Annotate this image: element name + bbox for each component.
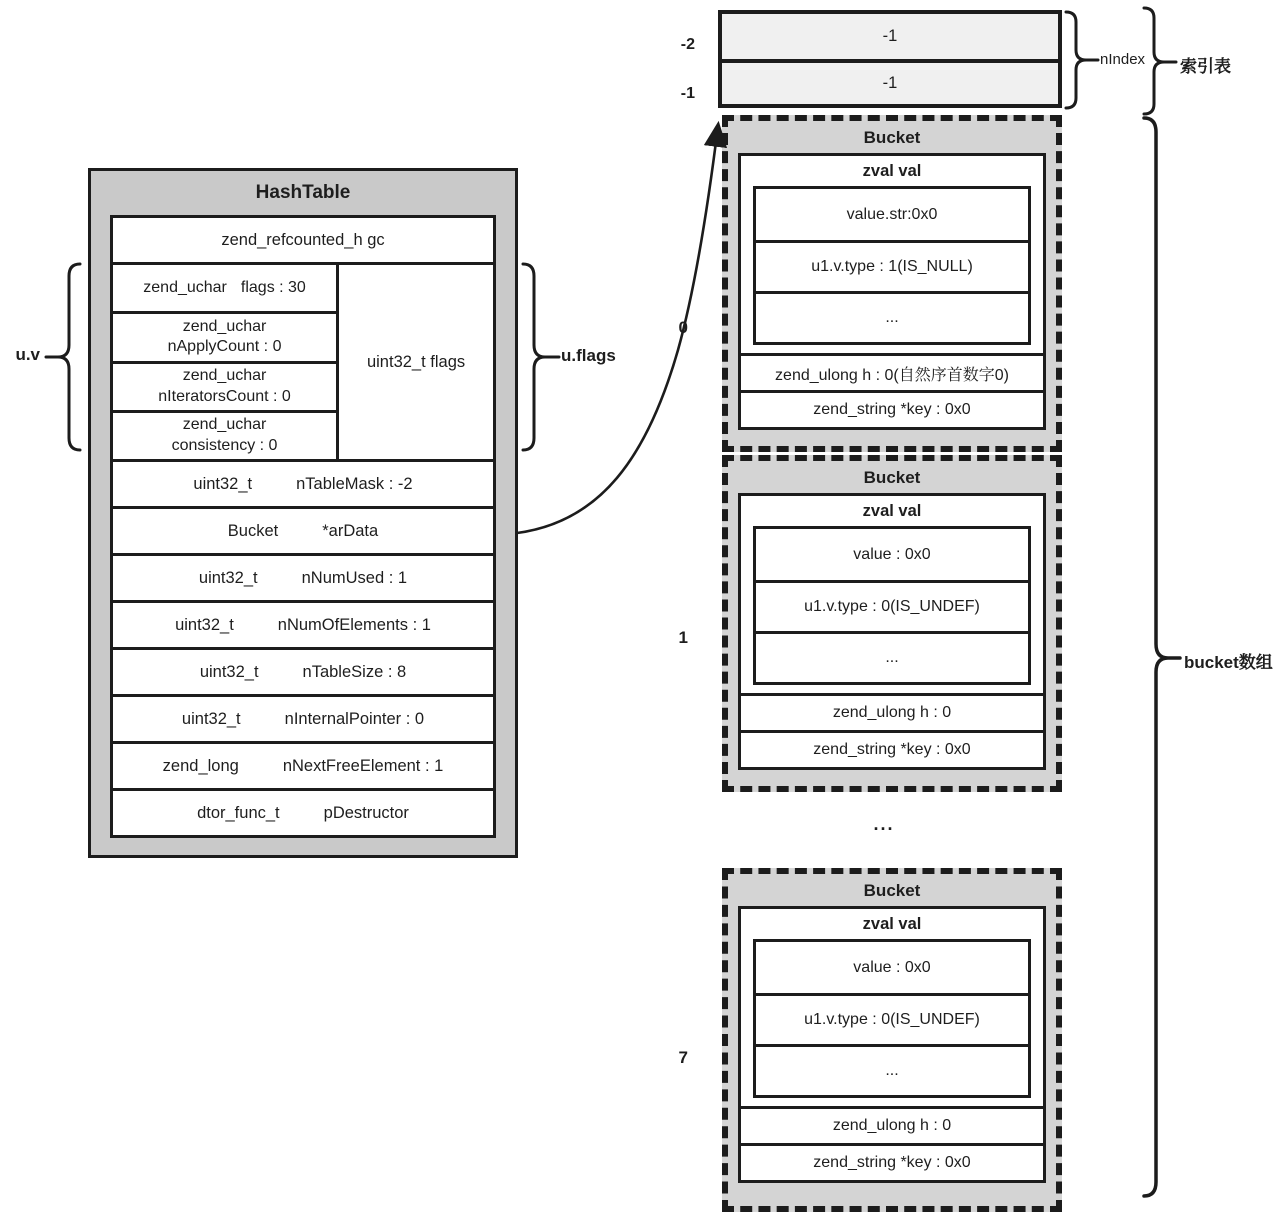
row-nnumofelements: uint32_t nNumOfElements : 1 — [110, 600, 496, 650]
bucket-7-zval: zval val value : 0x0 u1.v.type : 0(IS_UNDEF) ... — [738, 906, 1046, 1109]
zval-value-row: value : 0x0 — [853, 545, 931, 563]
bucket-7-h-row: zend_ulong h : 0 — [738, 1106, 1046, 1146]
uv-column — [113, 265, 339, 459]
index-label-neg1: -1 — [680, 85, 695, 102]
row-ntablesize: uint32_t nTableSize : 8 — [110, 647, 496, 697]
hashtable-box — [88, 168, 518, 858]
index-row-0: -1 — [882, 27, 898, 45]
bucket-7-key-row: zend_string *key : 0x0 — [738, 1143, 1046, 1183]
bucket-1-title: Bucket — [863, 468, 921, 487]
bucket-1-zval: zval val value : 0x0 u1.v.type : 0(IS_UNDEF) ... — [738, 493, 1046, 696]
bucket-1 — [722, 455, 1062, 792]
uv-brace — [44, 262, 84, 452]
row-gc — [110, 215, 496, 265]
uv-flags-block — [110, 262, 496, 462]
zval-type-row: u1.v.type : 0(IS_UNDEF) — [756, 993, 1028, 1044]
bucket-0-h-row: zend_ulong h : 0(自然序首数字0) — [738, 353, 1046, 393]
index-label-neg2: -2 — [680, 36, 695, 53]
buckets-ellipsis: ... — [873, 814, 895, 834]
uflags-brace — [521, 262, 561, 452]
zval-value-row: value : 0x0 — [853, 958, 931, 976]
bucket-7 — [722, 868, 1062, 1212]
zval-type-row: u1.v.type : 0(IS_UNDEF) — [756, 580, 1028, 631]
row-ardata: Bucket *arData — [110, 506, 496, 556]
row-pdestructor: dtor_func_t pDestructor — [110, 788, 496, 838]
zval-type-row: u1.v.type : 1(IS_NULL) — [756, 240, 1028, 291]
index-table — [718, 10, 1062, 108]
uflags-label: u.flags — [561, 346, 616, 365]
row-flags-type: zend_uchar — [143, 278, 227, 296]
row-flags-value: flags : 30 — [240, 278, 306, 296]
nindex-label: nIndex — [1100, 51, 1146, 68]
bucket-0-title: Bucket — [863, 128, 921, 147]
row-gc-text: zend_refcounted_h gc — [221, 230, 385, 249]
bucket-0-zval: zval val value.str:0x0 u1.v.type : 1(IS_NULL) ... — [738, 153, 1046, 356]
bucket-7-index: 7 — [678, 1048, 688, 1067]
hashtable-title: HashTable — [255, 182, 351, 203]
row-ntablemask: uint32_t nTableMask : -2 — [110, 459, 496, 509]
index-row-1: -1 — [722, 59, 1058, 104]
index-table-brace — [1142, 6, 1178, 116]
bucket-1-key-row: zend_string *key : 0x0 — [738, 730, 1046, 770]
bucket-7-title: Bucket — [863, 881, 921, 900]
bucket-array-brace — [1142, 116, 1184, 1200]
row-niteratorscount: zend_uchar nIteratorsCount : 0 — [113, 364, 336, 413]
row-nnumused: uint32_t nNumUsed : 1 — [110, 553, 496, 603]
zval-ellipsis-row: ... — [756, 631, 1028, 682]
bucket-array-label: bucket数组 — [1184, 653, 1273, 672]
uflags-cell: uint32_t flags — [366, 352, 466, 371]
zval-ellipsis-row: ... — [756, 291, 1028, 342]
bucket-0-key-row: zend_string *key : 0x0 — [738, 390, 1046, 430]
hashtable-fields — [110, 215, 496, 838]
index-table-label: 索引表 — [1180, 57, 1231, 76]
row-ninternalpointer: uint32_t nInternalPointer : 0 — [110, 694, 496, 744]
bucket-1-index: 1 — [678, 628, 688, 647]
zval-value-row: value.str:0x0 — [846, 205, 938, 223]
row-napplycount: zend_uchar nApplyCount : 0 — [113, 314, 336, 363]
zval-ellipsis-row: ... — [756, 1044, 1028, 1095]
row-consistency: zend_uchar consistency : 0 — [171, 416, 278, 454]
nindex-brace — [1064, 10, 1100, 110]
bucket-0-index: 0 — [678, 318, 688, 337]
row-nnextfreeelement: zend_long nNextFreeElement : 1 — [110, 741, 496, 791]
row-flags — [113, 265, 336, 314]
uv-label: u.v — [15, 345, 40, 364]
bucket-1-h-row: zend_ulong h : 0 — [738, 693, 1046, 733]
bucket-0 — [722, 115, 1062, 452]
